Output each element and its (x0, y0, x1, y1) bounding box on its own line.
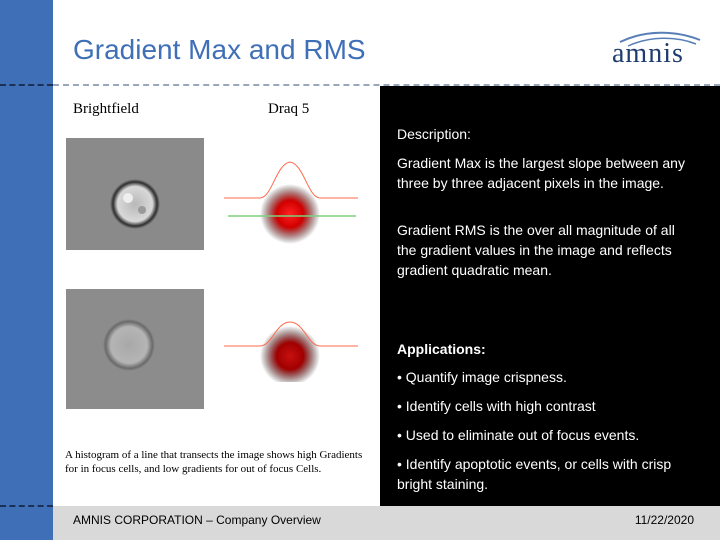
gradient-rms-term: Gradient RMS (397, 222, 486, 238)
application-item: • Quantify image crispness. (397, 369, 567, 385)
company-logo: amnis (612, 38, 684, 69)
sidebar-divider (0, 84, 53, 86)
gradient-rms-text: is the over all magnitude of all the gradient values in the image and reflects gradient quadratic mean. (397, 222, 675, 278)
histogram-caption: A histogram of a line that transects the image shows high Gradients for in focus cells, and low gradients for out of focus Cells. (65, 449, 363, 475)
focused-cell-fluorescence-plot (222, 150, 362, 250)
gradient-max-text: is the largest slope between any three by three adjacent pixels in the image. (397, 155, 685, 191)
gradient-max-term: Gradient Max (397, 155, 482, 171)
page-title: Gradient Max and RMS (73, 34, 366, 65)
application-item: • Identify cells with high contrast (397, 398, 596, 414)
application-item: • Identify apoptotic events, or cells with crisp bright staining. (397, 456, 672, 492)
gradient-max-paragraph (397, 153, 697, 193)
unfocused-cell-brightfield-image (66, 289, 204, 409)
draq5-label: Draq 5 (268, 101, 310, 117)
brightfield-label: Brightfield (73, 101, 139, 117)
application-item: • Used to eliminate out of focus events. (397, 427, 640, 443)
gradient-rms-paragraph (397, 220, 697, 280)
unfocused-cell-fluorescence-plot (222, 312, 362, 382)
focused-cell-brightfield-image (66, 138, 204, 250)
sidebar-divider (0, 505, 53, 507)
left-sidebar (0, 0, 53, 540)
applications-heading: Applications: (397, 341, 486, 357)
description-heading: Description: (397, 126, 471, 142)
footer-date: 11/22/2020 (634, 513, 694, 527)
footer-company: AMNIS CORPORATION – Company Overview (73, 513, 321, 527)
